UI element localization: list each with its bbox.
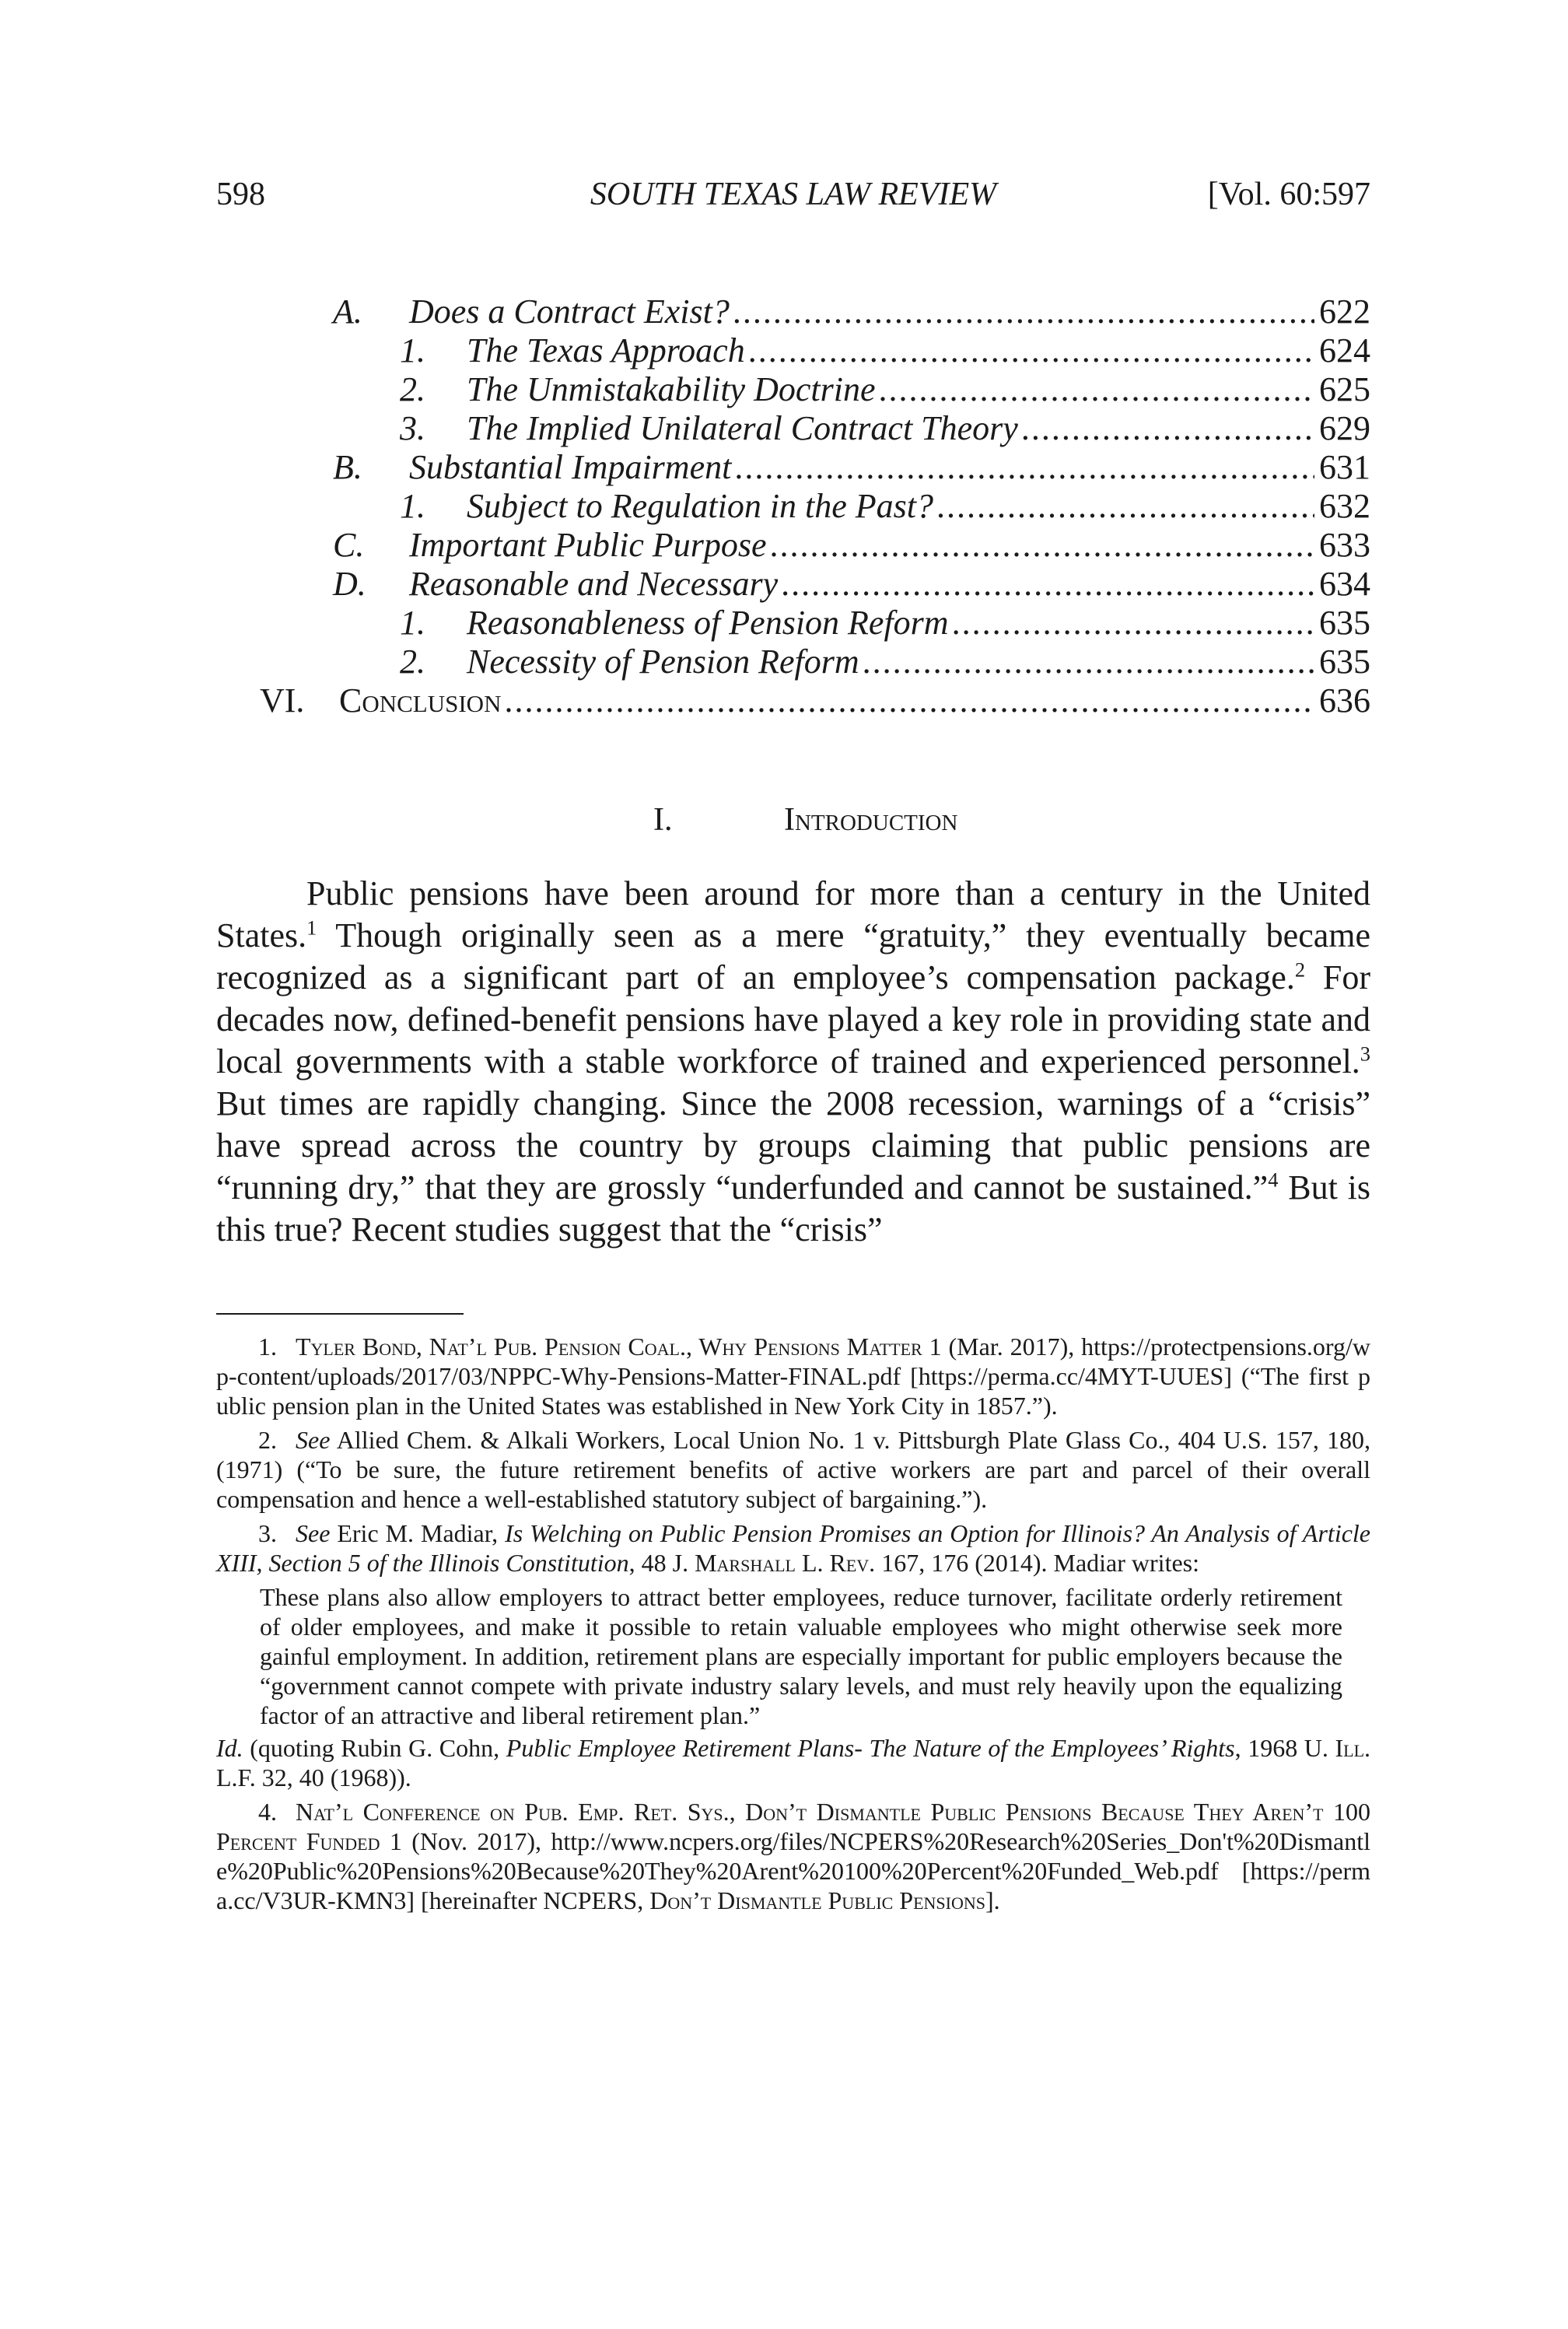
toc-entry[interactable] <box>216 292 1370 331</box>
toc-title: The Texas Approach <box>467 331 745 369</box>
toc-marker: A. <box>333 292 362 331</box>
toc-title: Necessity of Pension Reform <box>467 643 859 681</box>
toc-title: Substantial Impairment <box>409 448 732 486</box>
toc-marker: 2. <box>400 643 425 681</box>
toc-page: 631 <box>1319 448 1370 486</box>
volume-citation: [Vol. 60:597 <box>1207 177 1370 212</box>
toc-entry[interactable] <box>216 565 1370 604</box>
toc-leader <box>770 526 1314 565</box>
body-text <box>216 873 1370 1251</box>
toc-entry[interactable] <box>216 370 1370 409</box>
toc-leader <box>863 643 1314 681</box>
toc-entry[interactable] <box>216 487 1370 526</box>
section-number: I. <box>653 802 673 838</box>
toc-page: 636 <box>1319 681 1370 720</box>
toc-page: 635 <box>1319 604 1370 642</box>
footnote-3: 3. See Eric M. Madiar, Is Welching on Public Pension Promises an Option for Illinois? An Analysis of Article XIII, Section 5 of the Illinois Constitution, 48 J. Marshall L. Rev. 167, 176 (2014). Madiar writes: <box>216 1519 1371 1577</box>
footnote-divider <box>216 1313 464 1315</box>
toc-entry[interactable] <box>216 643 1370 681</box>
toc-entry[interactable] <box>216 409 1370 448</box>
toc-leader <box>936 487 1314 526</box>
toc-marker: 1. <box>400 331 425 369</box>
toc-marker: 2. <box>400 370 425 408</box>
toc-title: The Implied Unilateral Contract Theory <box>467 409 1018 447</box>
footnote-1: 1. Tyler Bond, Nat’l Pub. Pension Coal., Why Pensions Matter 1 (Mar. 2017), https://protectpensions.org/wp-content/uploads/2017/03/NPPC-Why-Pensions-Matter-FINAL.pdf [https://perma.cc/4MYT-UUES] (“The first public pension plan in the United States was established in New York City in 1857.”). <box>216 1333 1370 1420</box>
toc-entry[interactable] <box>216 448 1370 487</box>
toc-title: The Unmistakability Doctrine <box>467 370 876 408</box>
toc-page: 632 <box>1319 487 1370 525</box>
toc-page: 633 <box>1319 526 1370 564</box>
section-title: Introduction <box>784 802 958 838</box>
footnote-ref[interactable]: 3 <box>1360 1042 1370 1066</box>
footnotes <box>216 1332 1370 1920</box>
footnote-3-continued: Id. (quoting Rubin G. Cohn, Public Employee Retirement Plans- The Nature of the Employees’ Rights, 1968 U. Ill. L.F. 32, 40 (1968)). <box>216 1734 1371 1791</box>
toc-entry[interactable] <box>216 526 1370 565</box>
footnote-ref[interactable]: 4 <box>1268 1168 1279 1192</box>
toc-title: Reasonableness of Pension Reform <box>467 604 949 642</box>
journal-title: SOUTH TEXAS LAW REVIEW <box>590 177 997 212</box>
block-quote: These plans also allow employers to attract better employees, reduce turnover, facilitate orderly retirement of older employees, and make it possible to retain valuable employees who might otherwise seek more gainful employment. In addition, retirement plans are especially important for public employers because the “government cannot compete with private industry salary levels, and must rely heavily upon the equalizing factor of an attractive and liberal retirement plan.” <box>260 1583 1342 1729</box>
paragraph: Public pensions have been around for more than a century in the United States.$^1$ Though originally seen as a mere “gratuity,” they eventually became recognized as a significant part of an employee’s compensation package.$^2$ For decades now, defined-benefit pensions have played a key role in providing state and local governments with a stable workforce of trained and experienced personnel.$^3$ But times are rapidly changing. Since the 2008 recession, warnings of a “crisis” have spread across the country by groups claiming that public pensions are “running dry,” that they are grossly “underfunded and cannot be sustained.”$^4$ But is this true? Recent studies suggest that the “crisis” <box>216 874 1370 1249</box>
page-number: 598 <box>216 177 265 212</box>
toc-leader <box>748 331 1314 370</box>
toc-leader <box>781 565 1314 604</box>
toc-title: Does a Contract Exist? <box>409 292 730 331</box>
footnote-ref[interactable]: 1 <box>306 916 317 940</box>
toc-leader <box>952 604 1314 643</box>
toc-marker: VI. <box>260 681 305 720</box>
toc-marker: 1. <box>400 604 425 642</box>
toc-title: Reasonable and Necessary <box>409 565 779 603</box>
toc-page: 635 <box>1319 643 1370 681</box>
toc-leader <box>1021 409 1314 448</box>
toc-leader <box>734 448 1314 487</box>
toc-entry[interactable] <box>216 604 1370 643</box>
footnote-ref[interactable]: 2 <box>1294 958 1306 982</box>
toc-leader <box>879 370 1315 409</box>
toc-title: Subject to Regulation in the Past? <box>467 487 934 525</box>
running-header <box>216 176 1370 222</box>
toc-page: 634 <box>1319 565 1370 603</box>
toc-marker: 1. <box>400 487 425 525</box>
toc-page: 625 <box>1319 370 1370 408</box>
toc-leader <box>504 681 1314 720</box>
toc-page: 629 <box>1319 409 1370 447</box>
toc-title: Important Public Purpose <box>409 526 767 564</box>
toc-marker: D. <box>333 565 366 603</box>
toc-marker: 3. <box>400 409 425 447</box>
toc-title: Conclusion <box>339 681 502 720</box>
toc-page: 624 <box>1319 331 1370 369</box>
footnote-2: 2. See Allied Chem. & Alkali Workers, Local Union No. 1 v. Pittsburgh Plate Glass Co., 404 U.S. 157, 180, (1971) (“To be sure, the future retirement benefits of active workers are part and parcel of their overall compensation and hence a well-established statutory subject of bargaining.”). <box>216 1426 1370 1513</box>
toc-leader <box>733 292 1314 331</box>
toc-marker: B. <box>333 448 362 486</box>
toc-page: 622 <box>1319 292 1370 331</box>
toc-marker: C. <box>333 526 365 564</box>
footnote-4: 4. Nat’l Conference on Pub. Emp. Ret. Sys., Don’t Dismantle Public Pensions Because They Aren’t 100 Percent Funded 1 (Nov. 2017), http://www.ncpers.org/files/NCPERS%20Research%20Series_Don't%20Dismantle%20Public%20Pensions%20Because%20They%20Arent%20100%20Percent%20Funded_Web.pdf [https://perma.cc/V3UR-KMN3] [hereinafter NCPERS, Don’t Dismantle Public Pensions]. <box>216 1798 1370 1914</box>
toc-entry[interactable] <box>216 681 1370 720</box>
toc-entry[interactable] <box>216 331 1370 370</box>
table-of-contents <box>216 292 1370 720</box>
